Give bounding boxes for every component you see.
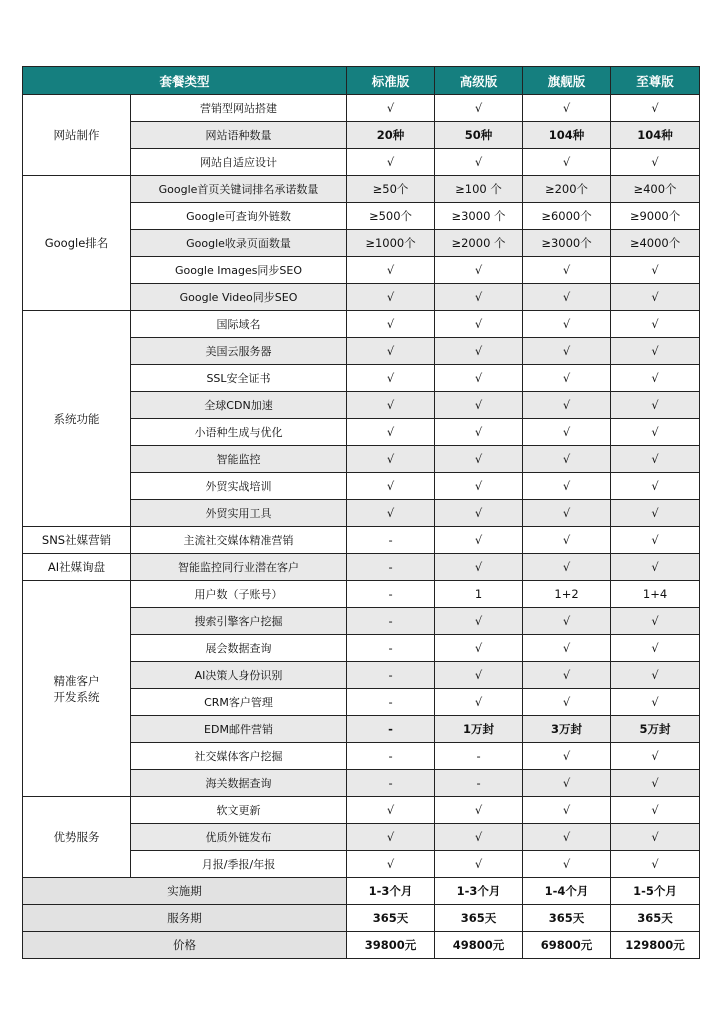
tier-value-cell: - — [347, 689, 435, 716]
tier-value-cell: √ — [435, 608, 523, 635]
tier-value-cell: √ — [523, 95, 611, 122]
tier-value-cell: √ — [523, 662, 611, 689]
tier-value-cell: √ — [347, 257, 435, 284]
tier-value-cell: √ — [523, 770, 611, 797]
tier-value-cell: √ — [435, 365, 523, 392]
footer-value-cell: 1-5个月 — [611, 878, 700, 905]
tier-value-cell: √ — [523, 284, 611, 311]
footer-value-cell: 365天 — [611, 905, 700, 932]
header-tier-advanced: 高级版 — [435, 67, 523, 95]
tier-value-cell: √ — [611, 419, 700, 446]
tier-value-cell: √ — [611, 608, 700, 635]
group-label: 网站制作 — [23, 95, 131, 176]
tier-value-cell: √ — [523, 608, 611, 635]
tier-value-cell: √ — [523, 824, 611, 851]
feature-label: Google收录页面数量 — [131, 230, 347, 257]
tier-value-cell: - — [347, 527, 435, 554]
tier-value-cell: √ — [611, 284, 700, 311]
tier-value-cell: ≥2000 个 — [435, 230, 523, 257]
feature-label: 智能监控同行业潜在客户 — [131, 554, 347, 581]
tier-value-cell: √ — [347, 365, 435, 392]
tier-value-cell: ≥200个 — [523, 176, 611, 203]
footer-value-cell: 365天 — [347, 905, 435, 932]
table-row — [23, 311, 700, 338]
footer-value-cell: 365天 — [435, 905, 523, 932]
tier-value-cell: √ — [523, 365, 611, 392]
tier-value-cell: - — [347, 554, 435, 581]
tier-value-cell: √ — [523, 149, 611, 176]
group-label: 优势服务 — [23, 797, 131, 878]
tier-value-cell: √ — [435, 527, 523, 554]
tier-value-cell: √ — [347, 500, 435, 527]
group-label: 系统功能 — [23, 311, 131, 527]
tier-value-cell: ≥100 个 — [435, 176, 523, 203]
feature-label: 搜索引擎客户挖掘 — [131, 608, 347, 635]
tier-value-cell: - — [435, 743, 523, 770]
tier-value-cell: 104种 — [611, 122, 700, 149]
tier-value-cell: √ — [347, 392, 435, 419]
tier-value-cell: - — [347, 662, 435, 689]
tier-value-cell: √ — [347, 851, 435, 878]
tier-value-cell: √ — [611, 743, 700, 770]
tier-value-cell: √ — [347, 473, 435, 500]
tier-value-cell: √ — [435, 284, 523, 311]
feature-label: 智能监控 — [131, 446, 347, 473]
tier-value-cell: √ — [611, 95, 700, 122]
footer-value-cell: 69800元 — [523, 932, 611, 959]
tier-value-cell: √ — [611, 311, 700, 338]
tier-value-cell: √ — [523, 473, 611, 500]
tier-value-cell: √ — [523, 419, 611, 446]
tier-value-cell: √ — [611, 527, 700, 554]
footer-row — [23, 878, 700, 905]
table-row — [23, 581, 700, 608]
tier-value-cell: √ — [611, 365, 700, 392]
header-category: 套餐类型 — [23, 67, 347, 95]
tier-value-cell: ≥3000个 — [523, 230, 611, 257]
footer-label: 价格 — [23, 932, 347, 959]
feature-label: 社交媒体客户挖掘 — [131, 743, 347, 770]
group-label: 精准客户 开发系统 — [23, 581, 131, 797]
tier-value-cell: √ — [611, 824, 700, 851]
tier-value-cell: ≥4000个 — [611, 230, 700, 257]
tier-value-cell: √ — [435, 797, 523, 824]
tier-value-cell: √ — [611, 149, 700, 176]
tier-value-cell: √ — [435, 311, 523, 338]
tier-value-cell: √ — [523, 500, 611, 527]
feature-label: Google Images同步SEO — [131, 257, 347, 284]
tier-value-cell: √ — [523, 446, 611, 473]
header-tier-flagship: 旗舰版 — [523, 67, 611, 95]
tier-value-cell: √ — [611, 797, 700, 824]
tier-value-cell: √ — [435, 500, 523, 527]
feature-label: 全球CDN加速 — [131, 392, 347, 419]
table-row — [23, 176, 700, 203]
tier-value-cell: - — [347, 743, 435, 770]
feature-label: 小语种生成与优化 — [131, 419, 347, 446]
tier-value-cell: √ — [435, 419, 523, 446]
footer-row — [23, 905, 700, 932]
feature-label: CRM客户管理 — [131, 689, 347, 716]
tier-value-cell: √ — [523, 392, 611, 419]
table-row — [23, 797, 700, 824]
tier-value-cell: 5万封 — [611, 716, 700, 743]
tier-value-cell: √ — [523, 635, 611, 662]
tier-value-cell: √ — [611, 257, 700, 284]
footer-value-cell: 49800元 — [435, 932, 523, 959]
tier-value-cell: √ — [523, 527, 611, 554]
feature-label: 美国云服务器 — [131, 338, 347, 365]
feature-label: Google可查询外链数 — [131, 203, 347, 230]
tier-value-cell: √ — [523, 554, 611, 581]
footer-value-cell: 39800元 — [347, 932, 435, 959]
tier-value-cell: √ — [523, 311, 611, 338]
feature-label: SSL安全证书 — [131, 365, 347, 392]
tier-value-cell: 1万封 — [435, 716, 523, 743]
footer-label: 服务期 — [23, 905, 347, 932]
tier-value-cell: √ — [347, 149, 435, 176]
tier-value-cell: √ — [347, 338, 435, 365]
group-label: Google排名 — [23, 176, 131, 311]
group-label: SNS社媒营销 — [23, 527, 131, 554]
feature-label: 软文更新 — [131, 797, 347, 824]
footer-value-cell: 1-3个月 — [435, 878, 523, 905]
footer-value-cell: 129800元 — [611, 932, 700, 959]
tier-value-cell: √ — [611, 662, 700, 689]
feature-label: Google首页关键词排名承诺数量 — [131, 176, 347, 203]
tier-value-cell: √ — [611, 689, 700, 716]
tier-value-cell: √ — [523, 689, 611, 716]
footer-row — [23, 932, 700, 959]
tier-value-cell: √ — [523, 338, 611, 365]
feature-label: 优质外链发布 — [131, 824, 347, 851]
tier-value-cell: √ — [435, 257, 523, 284]
tier-value-cell: √ — [435, 824, 523, 851]
tier-value-cell: √ — [611, 473, 700, 500]
tier-value-cell: ≥3000 个 — [435, 203, 523, 230]
feature-label: 展会数据查询 — [131, 635, 347, 662]
tier-value-cell: √ — [347, 797, 435, 824]
feature-label: 主流社交媒体精准营销 — [131, 527, 347, 554]
header-row — [23, 67, 700, 95]
tier-value-cell: - — [347, 581, 435, 608]
tier-value-cell: 20种 — [347, 122, 435, 149]
footer-label: 实施期 — [23, 878, 347, 905]
feature-label: 国际域名 — [131, 311, 347, 338]
tier-value-cell: √ — [347, 824, 435, 851]
tier-value-cell: √ — [611, 392, 700, 419]
table-row — [23, 554, 700, 581]
tier-value-cell: √ — [611, 446, 700, 473]
table-row — [23, 95, 700, 122]
tier-value-cell: √ — [435, 473, 523, 500]
header-tier-standard: 标准版 — [347, 67, 435, 95]
feature-label: AI决策人身份识别 — [131, 662, 347, 689]
tier-value-cell: ≥500个 — [347, 203, 435, 230]
tier-value-cell: √ — [435, 554, 523, 581]
feature-label: 外贸实战培训 — [131, 473, 347, 500]
tier-value-cell: - — [347, 635, 435, 662]
tier-value-cell: - — [347, 608, 435, 635]
tier-value-cell: √ — [347, 284, 435, 311]
tier-value-cell: √ — [435, 392, 523, 419]
tier-value-cell: √ — [611, 500, 700, 527]
tier-value-cell: - — [435, 770, 523, 797]
tier-value-cell: √ — [435, 689, 523, 716]
feature-label: 营销型网站搭建 — [131, 95, 347, 122]
tier-value-cell: √ — [435, 95, 523, 122]
header-tier-supreme: 至尊版 — [611, 67, 700, 95]
tier-value-cell: √ — [347, 419, 435, 446]
tier-value-cell: ≥6000个 — [523, 203, 611, 230]
tier-value-cell: √ — [435, 338, 523, 365]
footer-value-cell: 365天 — [523, 905, 611, 932]
tier-value-cell: √ — [347, 311, 435, 338]
tier-value-cell: √ — [523, 797, 611, 824]
tier-value-cell: ≥1000个 — [347, 230, 435, 257]
feature-label: 月报/季报/年报 — [131, 851, 347, 878]
tier-value-cell: 104种 — [523, 122, 611, 149]
tier-value-cell: 50种 — [435, 122, 523, 149]
tier-value-cell: ≥9000个 — [611, 203, 700, 230]
feature-label: EDM邮件营销 — [131, 716, 347, 743]
tier-value-cell: √ — [611, 635, 700, 662]
tier-value-cell: √ — [523, 743, 611, 770]
package-comparison-table — [22, 66, 700, 959]
tier-value-cell: √ — [611, 554, 700, 581]
tier-value-cell: √ — [611, 770, 700, 797]
table-row — [23, 527, 700, 554]
tier-value-cell: √ — [435, 149, 523, 176]
tier-value-cell: ≥400个 — [611, 176, 700, 203]
tier-value-cell: √ — [523, 257, 611, 284]
tier-value-cell: √ — [347, 95, 435, 122]
tier-value-cell: - — [347, 770, 435, 797]
tier-value-cell: √ — [435, 446, 523, 473]
tier-value-cell: √ — [611, 851, 700, 878]
tier-value-cell: √ — [435, 851, 523, 878]
tier-value-cell: 3万封 — [523, 716, 611, 743]
tier-value-cell: √ — [347, 446, 435, 473]
tier-value-cell: 1+2 — [523, 581, 611, 608]
tier-value-cell: 1+4 — [611, 581, 700, 608]
feature-label: 用户数（子账号） — [131, 581, 347, 608]
tier-value-cell: √ — [435, 635, 523, 662]
tier-value-cell: √ — [611, 338, 700, 365]
tier-value-cell: - — [347, 716, 435, 743]
feature-label: 网站语种数量 — [131, 122, 347, 149]
feature-label: Google Video同步SEO — [131, 284, 347, 311]
feature-label: 网站自适应设计 — [131, 149, 347, 176]
tier-value-cell: √ — [523, 851, 611, 878]
footer-value-cell: 1-4个月 — [523, 878, 611, 905]
tier-value-cell: √ — [435, 662, 523, 689]
feature-label: 海关数据查询 — [131, 770, 347, 797]
tier-value-cell: 1 — [435, 581, 523, 608]
footer-value-cell: 1-3个月 — [347, 878, 435, 905]
feature-label: 外贸实用工具 — [131, 500, 347, 527]
group-label: AI社媒询盘 — [23, 554, 131, 581]
tier-value-cell: ≥50个 — [347, 176, 435, 203]
